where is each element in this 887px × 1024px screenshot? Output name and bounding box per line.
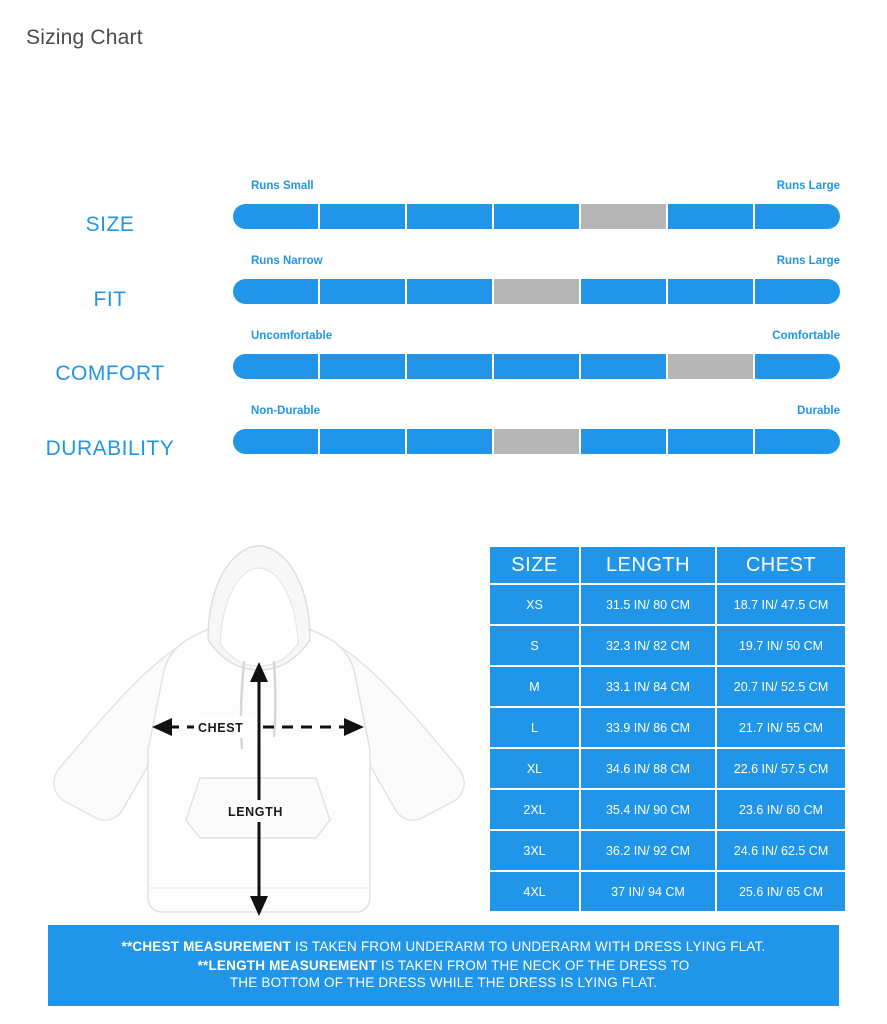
rating-segment — [755, 204, 840, 229]
rating-label-durability: DURABILITY — [45, 437, 175, 460]
rating-label-size: SIZE — [85, 213, 135, 236]
rating-segment-highlighted — [668, 354, 755, 379]
table-row — [489, 789, 846, 830]
rating-captions — [233, 255, 840, 273]
note-length-rest: IS TAKEN FROM THE NECK OF THE DRESS TO — [377, 958, 690, 973]
garment-illustration — [40, 520, 470, 920]
rating-caption-left: Uncomfortable — [251, 330, 333, 342]
rating-segment — [668, 279, 755, 304]
table-row — [489, 666, 846, 707]
measurement-note — [48, 925, 839, 1006]
rating-segment — [668, 204, 755, 229]
cell-length: 34.6 IN/ 88 CM — [580, 748, 716, 789]
cell-length: 32.3 IN/ 82 CM — [580, 625, 716, 666]
hoodie-icon — [40, 520, 470, 920]
rating-segment — [407, 354, 494, 379]
rating-segment — [320, 429, 407, 454]
rating-segment — [320, 354, 407, 379]
cell-size: L — [489, 707, 580, 748]
length-measure-label: LENGTH — [228, 805, 283, 819]
rating-segment — [755, 279, 840, 304]
rating-scale-fit — [233, 255, 840, 304]
table-header-size: SIZE — [489, 546, 580, 584]
rating-bar — [233, 354, 840, 379]
rating-segment — [407, 204, 494, 229]
rating-segment — [320, 279, 407, 304]
rating-segment — [755, 354, 840, 379]
rating-label-comfort: COMFORT — [55, 362, 165, 385]
table-row — [489, 830, 846, 871]
rating-segment — [407, 429, 494, 454]
note-line-3: THE BOTTOM OF THE DRESS WHILE THE DRESS IS LYING FLAT. — [229, 975, 658, 990]
rating-captions — [233, 180, 840, 198]
cell-chest: 25.6 IN/ 65 CM — [716, 871, 846, 912]
rating-scale-durability — [233, 405, 840, 454]
rating-label-fit: FIT — [93, 288, 127, 311]
cell-length: 33.9 IN/ 86 CM — [580, 707, 716, 748]
cell-chest: 23.6 IN/ 60 CM — [716, 789, 846, 830]
rating-caption-left: Runs Narrow — [251, 255, 323, 267]
rating-segment — [233, 354, 320, 379]
rating-captions — [233, 330, 840, 348]
cell-chest: 24.6 IN/ 62.5 CM — [716, 830, 846, 871]
rating-scale-size — [233, 180, 840, 229]
rating-caption-right: Durable — [797, 405, 840, 417]
rating-row-size — [0, 180, 887, 255]
rating-segment — [320, 204, 407, 229]
table-row — [489, 748, 846, 789]
rating-scale-comfort — [233, 330, 840, 379]
cell-length: 35.4 IN/ 90 CM — [580, 789, 716, 830]
page-title: Sizing Chart — [26, 26, 143, 49]
cell-length: 33.1 IN/ 84 CM — [580, 666, 716, 707]
table-row — [489, 707, 846, 748]
cell-length: 37 IN/ 94 CM — [580, 871, 716, 912]
table-row — [489, 584, 846, 625]
table-row — [489, 871, 846, 912]
note-length-bold: **LENGTH MEASUREMENT — [197, 958, 378, 973]
rating-row-fit — [0, 255, 887, 330]
rating-segment — [407, 279, 494, 304]
rating-row-durability — [0, 405, 887, 480]
rating-caption-left: Non-Durable — [251, 405, 320, 417]
rating-captions — [233, 405, 840, 423]
rating-segment — [494, 354, 581, 379]
cell-chest: 22.6 IN/ 57.5 CM — [716, 748, 846, 789]
note-line-1 — [58, 937, 829, 956]
rating-segment — [494, 204, 581, 229]
note-chest-bold: **CHEST MEASUREMENT — [121, 939, 292, 954]
cell-length: 36.2 IN/ 92 CM — [580, 830, 716, 871]
rating-caption-right: Comfortable — [772, 330, 840, 342]
rating-scales — [0, 180, 887, 480]
cell-chest: 21.7 IN/ 55 CM — [716, 707, 846, 748]
table-header-length: LENGTH — [580, 546, 716, 584]
cell-size: 3XL — [489, 830, 580, 871]
cell-size: XL — [489, 748, 580, 789]
rating-caption-right: Runs Large — [776, 180, 840, 192]
rating-segment-highlighted — [494, 429, 581, 454]
rating-bar — [233, 429, 840, 454]
rating-segment — [233, 204, 320, 229]
rating-segment-highlighted — [494, 279, 581, 304]
rating-row-comfort — [0, 330, 887, 405]
rating-bar — [233, 279, 840, 304]
rating-segment — [233, 429, 320, 454]
cell-chest: 19.7 IN/ 50 CM — [716, 625, 846, 666]
cell-size: 2XL — [489, 789, 580, 830]
rating-segment-highlighted — [581, 204, 668, 229]
rating-segment — [581, 354, 668, 379]
rating-segment — [581, 279, 668, 304]
size-table — [488, 545, 847, 913]
rating-caption-right: Runs Large — [776, 255, 840, 267]
rating-segment — [668, 429, 755, 454]
table-row — [489, 625, 846, 666]
rating-bar — [233, 204, 840, 229]
chest-measure-label: CHEST — [198, 721, 244, 735]
cell-size: 4XL — [489, 871, 580, 912]
rating-caption-left: Runs Small — [251, 180, 314, 192]
note-chest-rest: IS TAKEN FROM UNDERARM TO UNDERARM WITH DRESS LYING FLAT. — [291, 939, 766, 954]
rating-segment — [755, 429, 840, 454]
cell-size: M — [489, 666, 580, 707]
cell-size: S — [489, 625, 580, 666]
rating-segment — [233, 279, 320, 304]
cell-size: XS — [489, 584, 580, 625]
cell-chest: 20.7 IN/ 52.5 CM — [716, 666, 846, 707]
cell-length: 31.5 IN/ 80 CM — [580, 584, 716, 625]
rating-segment — [581, 429, 668, 454]
table-header-chest: CHEST — [716, 546, 846, 584]
table-header-row — [489, 546, 846, 584]
cell-chest: 18.7 IN/ 47.5 CM — [716, 584, 846, 625]
